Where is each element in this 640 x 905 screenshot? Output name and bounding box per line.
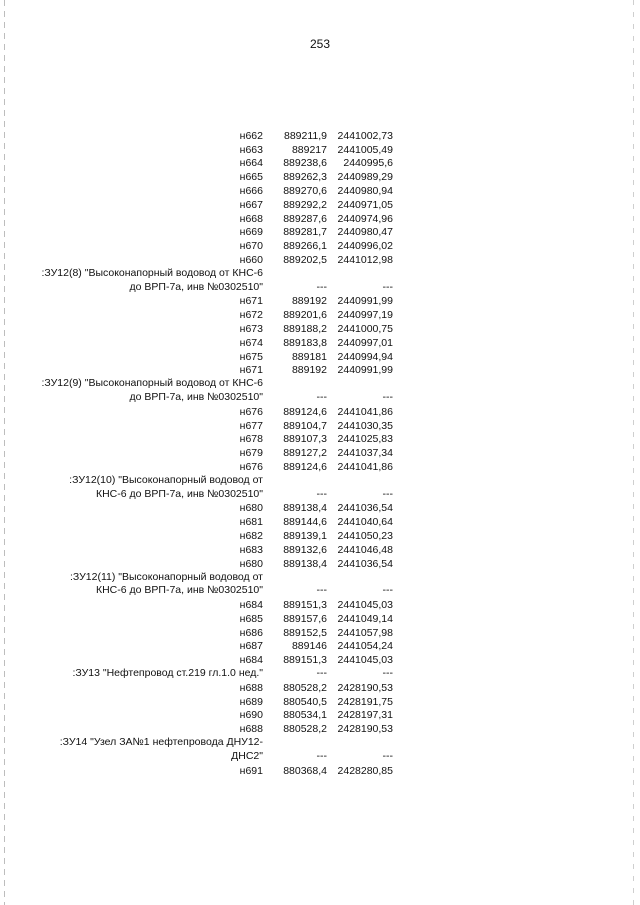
table-row xyxy=(40,708,400,722)
table-row xyxy=(40,350,400,364)
point-label: н665 xyxy=(239,171,263,184)
point-label: н679 xyxy=(239,447,263,460)
y-coordinate: --- xyxy=(382,391,393,404)
point-label: н688 xyxy=(239,723,263,736)
scan-edge-left xyxy=(4,0,5,905)
y-coordinate: 2441045,03 xyxy=(337,654,393,667)
y-coordinate: 2441000,75 xyxy=(337,323,393,336)
table-row xyxy=(40,598,400,612)
point-label: н680 xyxy=(239,502,263,515)
y-coordinate: 2440980,47 xyxy=(337,226,393,239)
y-coordinate: 2441040,64 xyxy=(337,516,393,529)
section-header-row xyxy=(40,667,400,681)
section-header-row xyxy=(40,571,400,599)
point-label: н688 xyxy=(239,681,263,694)
point-label: н671 xyxy=(239,364,263,377)
x-coordinate: 880534,1 xyxy=(283,709,327,722)
point-label: н676 xyxy=(239,461,263,474)
x-coordinate: 889127,2 xyxy=(283,447,327,460)
table-row xyxy=(40,433,400,447)
table-row xyxy=(40,129,400,143)
point-label: н677 xyxy=(239,419,263,432)
table-row xyxy=(40,515,400,529)
y-coordinate: 2428280,85 xyxy=(337,764,393,777)
x-coordinate: 889157,6 xyxy=(283,612,327,625)
point-label: н673 xyxy=(239,323,263,336)
point-label: н669 xyxy=(239,226,263,239)
point-label: н662 xyxy=(239,129,263,142)
y-coordinate: --- xyxy=(382,487,393,500)
y-coordinate: 2441054,24 xyxy=(337,640,393,653)
x-coordinate: 889152,5 xyxy=(283,626,327,639)
y-coordinate: 2441002,73 xyxy=(337,129,393,142)
x-coordinate: 889146 xyxy=(291,640,327,653)
x-coordinate: 880528,2 xyxy=(283,723,327,736)
y-coordinate: 2440989,29 xyxy=(337,171,393,184)
section-title: :ЗУ12(8) "Высоконапорный водовод от КНС-6 до ВРП-7а, инв №0302510" xyxy=(41,266,263,293)
point-label: н664 xyxy=(239,157,263,170)
x-coordinate: 889151,3 xyxy=(283,654,327,667)
x-coordinate: 889217 xyxy=(291,143,327,156)
table-row xyxy=(40,239,400,253)
point-label: н684 xyxy=(239,654,263,667)
point-label: н691 xyxy=(239,764,263,777)
point-label: н689 xyxy=(239,695,263,708)
x-coordinate: 889202,5 xyxy=(283,254,327,267)
table-row xyxy=(40,212,400,226)
table-row xyxy=(40,295,400,309)
y-coordinate: 2441050,23 xyxy=(337,530,393,542)
x-coordinate: --- xyxy=(316,667,327,680)
point-label: н678 xyxy=(239,433,263,446)
y-coordinate: 2440991,99 xyxy=(337,364,393,377)
point-label: н668 xyxy=(239,212,263,225)
table-row xyxy=(40,364,400,378)
y-coordinate: 2441041,86 xyxy=(337,405,393,418)
section-header-row xyxy=(40,377,400,405)
point-label: н690 xyxy=(239,709,263,722)
y-coordinate: 2428190,53 xyxy=(337,723,393,736)
table-row xyxy=(40,405,400,419)
table-row xyxy=(40,502,400,516)
point-label: н663 xyxy=(239,143,263,156)
table-row xyxy=(40,681,400,695)
y-coordinate: 2441045,03 xyxy=(337,598,393,611)
x-coordinate: 889281,7 xyxy=(283,226,327,239)
point-label: н687 xyxy=(239,640,263,653)
y-coordinate: 2441036,54 xyxy=(337,502,393,515)
x-coordinate: --- xyxy=(316,749,327,762)
x-coordinate: --- xyxy=(316,391,327,404)
y-coordinate: 2440991,99 xyxy=(337,295,393,308)
x-coordinate: 880528,2 xyxy=(283,681,327,694)
y-coordinate: 2428197,31 xyxy=(337,709,393,722)
y-coordinate: 2440995,6 xyxy=(343,157,393,170)
point-label: н682 xyxy=(239,530,263,542)
y-coordinate: 2440997,19 xyxy=(337,309,393,322)
x-coordinate: 889138,4 xyxy=(283,557,327,570)
x-coordinate: 880540,5 xyxy=(283,695,327,708)
y-coordinate: --- xyxy=(382,749,393,762)
table-row xyxy=(40,722,400,736)
table-row xyxy=(40,543,400,557)
x-coordinate: --- xyxy=(316,584,327,597)
x-coordinate: 889192 xyxy=(291,295,327,308)
section-header-row xyxy=(40,736,400,764)
page-number: 253 xyxy=(309,37,331,51)
x-coordinate: 889124,6 xyxy=(283,405,327,418)
x-coordinate: 889201,6 xyxy=(283,309,327,322)
table-row xyxy=(40,529,400,543)
x-coordinate: 889192 xyxy=(291,364,327,377)
point-label: н684 xyxy=(239,598,263,611)
point-label: н666 xyxy=(239,185,263,198)
x-coordinate: 889238,6 xyxy=(283,157,327,170)
point-label: н671 xyxy=(239,295,263,308)
coordinates-table xyxy=(40,129,400,777)
y-coordinate: --- xyxy=(382,584,393,597)
y-coordinate: 2441057,98 xyxy=(337,626,393,639)
table-row xyxy=(40,322,400,336)
table-row xyxy=(40,226,400,240)
y-coordinate: 2440971,05 xyxy=(337,198,393,211)
x-coordinate: 889287,6 xyxy=(283,212,327,225)
y-coordinate: 2441049,14 xyxy=(337,612,393,625)
y-coordinate: 2441037,34 xyxy=(337,447,393,460)
point-label: н676 xyxy=(239,405,263,418)
table-row xyxy=(40,336,400,350)
x-coordinate: 889151,3 xyxy=(283,598,327,611)
x-coordinate: 889139,1 xyxy=(283,530,327,542)
x-coordinate: 889144,6 xyxy=(283,516,327,529)
point-label: н675 xyxy=(239,350,263,363)
y-coordinate: 2440997,01 xyxy=(337,336,393,349)
x-coordinate: 889270,6 xyxy=(283,185,327,198)
y-coordinate: 2441036,54 xyxy=(337,557,393,570)
table-row xyxy=(40,419,400,433)
x-coordinate: 889181 xyxy=(291,350,327,363)
section-header-row xyxy=(40,267,400,295)
y-coordinate: 2441025,83 xyxy=(337,433,393,446)
table-row xyxy=(40,184,400,198)
y-coordinate: 2441030,35 xyxy=(337,419,393,432)
section-title: :ЗУ12(11) "Высоконапорный водовод от КНС-6 до ВРП-7а, инв №0302510" xyxy=(69,570,263,597)
x-coordinate: 889138,4 xyxy=(283,502,327,515)
table-row xyxy=(40,446,400,460)
point-label: н680 xyxy=(239,557,263,570)
x-coordinate: 889132,6 xyxy=(283,543,327,556)
x-coordinate: 889266,1 xyxy=(283,240,327,253)
scan-edge-right xyxy=(633,0,634,905)
table-row xyxy=(40,157,400,171)
y-coordinate: 2440974,96 xyxy=(337,212,393,225)
x-coordinate: 889124,6 xyxy=(283,461,327,474)
point-label: н672 xyxy=(239,309,263,322)
table-row xyxy=(40,170,400,184)
table-row xyxy=(40,557,400,571)
section-title: :ЗУ14 "Узел ЗА№1 нефтепровода ДНУ12-ДНС2" xyxy=(59,736,263,762)
point-label: н667 xyxy=(239,198,263,211)
table-row xyxy=(40,612,400,626)
x-coordinate: 889107,3 xyxy=(283,433,327,446)
table-row xyxy=(40,143,400,157)
y-coordinate: 2440996,02 xyxy=(337,240,393,253)
point-label: н685 xyxy=(239,612,263,625)
y-coordinate: 2441046,48 xyxy=(337,543,393,556)
y-coordinate: 2441012,98 xyxy=(337,254,393,267)
x-coordinate: 880368,4 xyxy=(283,764,327,777)
section-title: :ЗУ12(9) "Высоконапорный водовод от КНС-6 до ВРП-7а, инв №0302510" xyxy=(41,377,263,404)
table-row xyxy=(40,626,400,640)
y-coordinate: 2441041,86 xyxy=(337,461,393,474)
y-coordinate: 2441005,49 xyxy=(337,143,393,156)
x-coordinate: --- xyxy=(316,280,327,293)
x-coordinate: 889292,2 xyxy=(283,198,327,211)
x-coordinate: 889262,3 xyxy=(283,171,327,184)
point-label: н674 xyxy=(239,336,263,349)
y-coordinate: 2440994,94 xyxy=(337,350,393,363)
point-label: н670 xyxy=(239,240,263,253)
y-coordinate: 2428191,75 xyxy=(337,695,393,708)
y-coordinate: --- xyxy=(382,667,393,680)
point-label: н683 xyxy=(239,543,263,556)
x-coordinate: 889183,8 xyxy=(283,336,327,349)
table-row xyxy=(40,460,400,474)
table-row xyxy=(40,764,400,778)
point-label: н660 xyxy=(239,254,263,267)
x-coordinate: 889104,7 xyxy=(283,419,327,432)
table-row xyxy=(40,639,400,653)
section-title: :ЗУ13 "Нефтепровод ст.219 гл.1.0 нед." xyxy=(72,667,263,680)
y-coordinate: --- xyxy=(382,280,393,293)
table-row xyxy=(40,653,400,667)
x-coordinate: 889188,2 xyxy=(283,323,327,336)
table-row xyxy=(40,308,400,322)
x-coordinate: 889211,9 xyxy=(283,129,327,142)
section-title: :ЗУ12(10) "Высоконапорный водовод от КНС-6 до ВРП-7а, инв №0302510" xyxy=(69,473,263,500)
point-label: н686 xyxy=(239,626,263,639)
point-label: н681 xyxy=(239,516,263,529)
y-coordinate: 2440980,94 xyxy=(337,185,393,198)
table-row xyxy=(40,695,400,709)
section-header-row xyxy=(40,474,400,502)
table-row xyxy=(40,198,400,212)
y-coordinate: 2428190,53 xyxy=(337,681,393,694)
x-coordinate: --- xyxy=(316,487,327,500)
table-row xyxy=(40,253,400,267)
